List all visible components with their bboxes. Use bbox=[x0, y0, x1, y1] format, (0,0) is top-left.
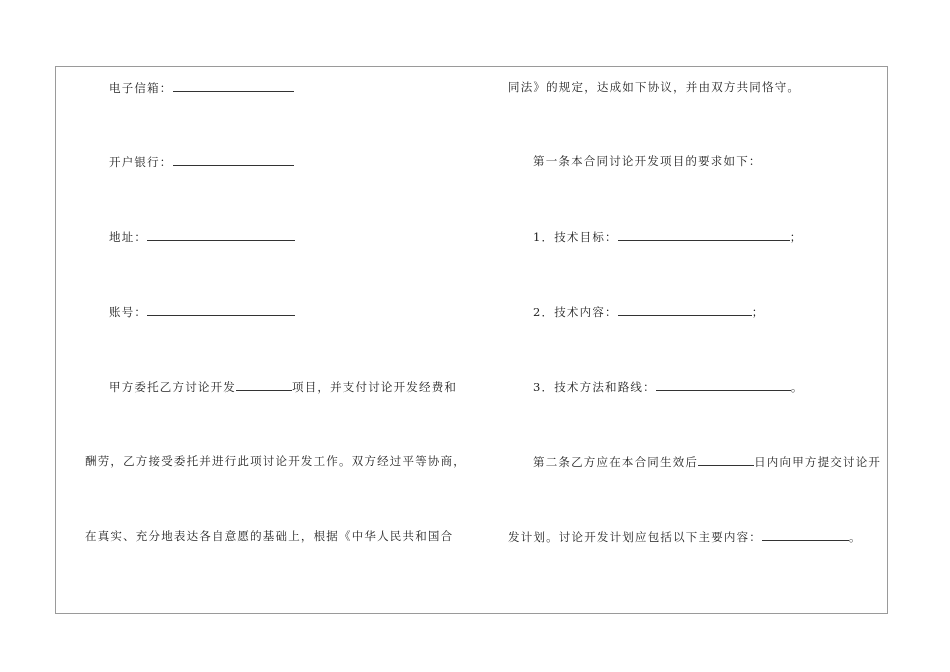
email-blank[interactable] bbox=[173, 79, 294, 92]
plan-content-blank[interactable] bbox=[762, 528, 849, 541]
project-name-blank[interactable] bbox=[236, 378, 292, 391]
tech-method-blank[interactable] bbox=[656, 378, 791, 391]
clause2-line-1 bbox=[533, 453, 881, 470]
account-field-line bbox=[109, 303, 295, 320]
para1-text-a: 甲方委托乙方讨论开发 bbox=[109, 380, 236, 394]
clause2-end: 。 bbox=[849, 530, 862, 544]
item1-end: ； bbox=[789, 230, 803, 244]
paragraph-line-3 bbox=[85, 528, 453, 544]
email-label: 电子信箱： bbox=[109, 81, 173, 95]
paragraph-line-1 bbox=[109, 378, 457, 395]
clause1-title-text: 第一条本合同讨论开发项目的要求如下： bbox=[533, 154, 762, 168]
account-blank[interactable] bbox=[147, 303, 295, 316]
item2-label: 2．技术内容： bbox=[533, 305, 618, 319]
account-label: 账号： bbox=[109, 305, 148, 319]
days-blank[interactable] bbox=[698, 453, 754, 466]
item3-line bbox=[533, 378, 804, 395]
item2-end: ； bbox=[751, 305, 765, 319]
item2-line bbox=[533, 303, 764, 320]
address-label: 地址： bbox=[109, 230, 148, 244]
clause2-text-b: 日内向甲方提交讨论开 bbox=[754, 455, 882, 469]
para2-text: 酬劳，乙方接受委托并进行此项讨论开发工作。双方经过平等协商， bbox=[85, 454, 466, 468]
address-blank[interactable] bbox=[147, 228, 295, 241]
bank-field-line bbox=[109, 153, 294, 170]
item3-end: 。 bbox=[790, 380, 804, 394]
clause1-title bbox=[533, 153, 762, 169]
item3-label: 3．技术方法和路线： bbox=[533, 380, 656, 394]
email-field-line bbox=[109, 79, 294, 96]
bank-label: 开户银行： bbox=[109, 155, 173, 169]
tech-goal-blank[interactable] bbox=[618, 228, 790, 241]
right-line-1-text: 同法》的规定，达成如下协议，并由双方共同恪守。 bbox=[508, 80, 801, 94]
item1-label: 1．技术目标： bbox=[533, 230, 618, 244]
paragraph-line-2 bbox=[85, 453, 466, 469]
clause2-line-2 bbox=[508, 528, 862, 545]
para3-text: 在真实、充分地表达各自意愿的基础上，根据《中华人民共和国合 bbox=[85, 529, 454, 543]
tech-content-blank[interactable] bbox=[618, 303, 752, 316]
right-line-1 bbox=[508, 79, 800, 95]
address-field-line bbox=[109, 228, 295, 245]
clause2-text-c: 发计划。讨论开发计划应包括以下主要内容： bbox=[508, 530, 762, 544]
item1-line bbox=[533, 228, 802, 245]
bank-blank[interactable] bbox=[173, 153, 294, 166]
para1-text-b: 项目，并支付讨论开发经费和 bbox=[292, 380, 458, 394]
clause2-text-a: 第二条乙方应在本合同生效后 bbox=[533, 455, 699, 469]
